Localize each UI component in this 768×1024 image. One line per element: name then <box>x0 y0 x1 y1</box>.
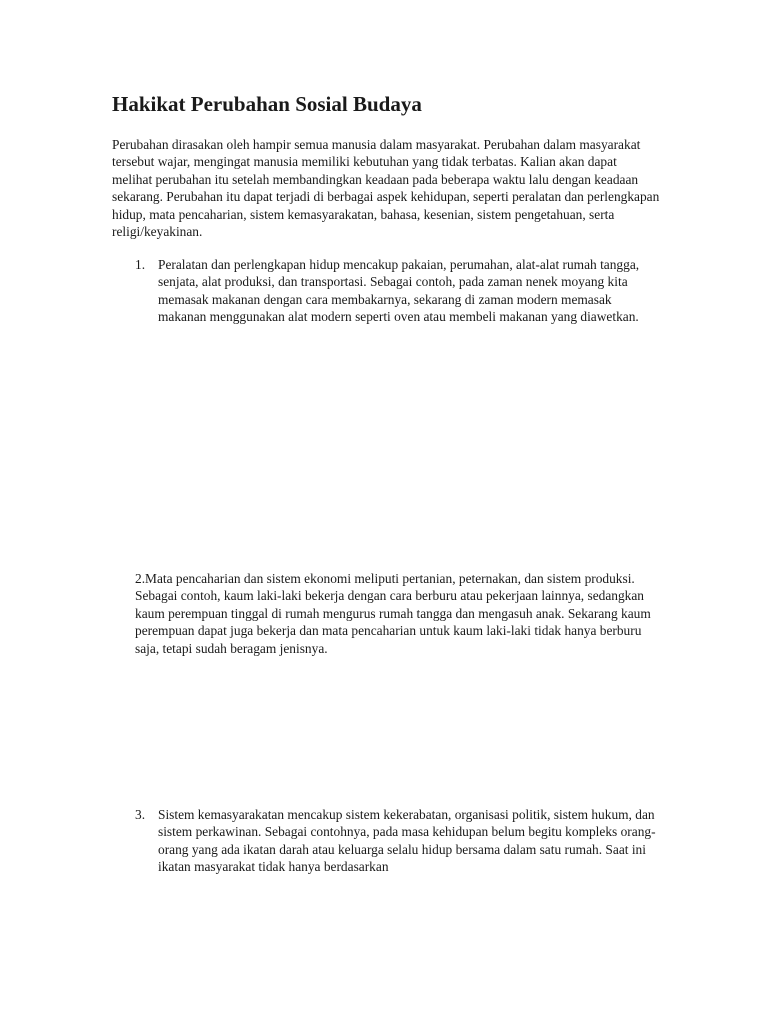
list-item-number: 3. <box>135 807 146 822</box>
list-item-number: 1. <box>135 257 146 272</box>
list-item-number: 2. <box>135 571 146 586</box>
intro-paragraph: Perubahan dirasakan oleh hampir semua manusia dalam masyarakat. Perubahan dalam masyarakat tersebut wajar, mengingat manusia memiliki kebutuhan yang tidak terbatas. Kalian akan dapat melihat perubahan itu setelah membandingkan keadaan pada beberapa waktu lalu dengan keadaan sekarang. Perubahan itu dapat terjadi di berbagai aspek kehidupan, seperti peralatan dan perlengkapan hidup, mata pencaharian, sistem kemasyarakatan, bahasa, kesenian, sistem pengetahuan, serta religi/keyakinan. <box>112 137 660 240</box>
list-item-text: Mata pencaharian dan sistem ekonomi meliputi pertanian, peternakan, dan sistem produksi. Sebagai contoh, kaum laki-laki bekerja dengan cara berburu atau pekerjaan lainnya, sedangkan kaum perempuan tinggal di rumah mengurus rumah tangga dan mengasuh anak. Sekarang kaum perempuan dapat juga bekerja dan mata pencaharian untuk kaum laki-laki tidak hanya berburu saja, tetapi sudah beragam jenisnya. <box>135 571 651 656</box>
list-item <box>135 570 655 657</box>
page-title: Hakikat Perubahan Sosial Budaya <box>112 92 422 116</box>
list-item-text: Sistem kemasyarakatan mencakup sistem kekerabatan, organisasi politik, sistem hukum, dan sistem perkawinan. Sebagai contohnya, pada masa kehidupan belum begitu kompleks orang-orang yang ada ikatan darah atau keluarga selalu hidup bersama dalam satu rumah. Saat ini ikatan masyarakat tidak hanya berdasarkan <box>158 807 656 875</box>
list-item-text: Peralatan dan perlengkapan hidup mencakup pakaian, perumahan, alat-alat rumah tangga, senjata, alat produksi, dan transportasi. Sebagai contoh, pada zaman nenek moyang kita memasak makanan dengan cara membakarnya, sekarang di zaman modern memasak makanan menggunakan alat modern seperti oven atau membeli makanan yang diawetkan. <box>158 257 640 325</box>
